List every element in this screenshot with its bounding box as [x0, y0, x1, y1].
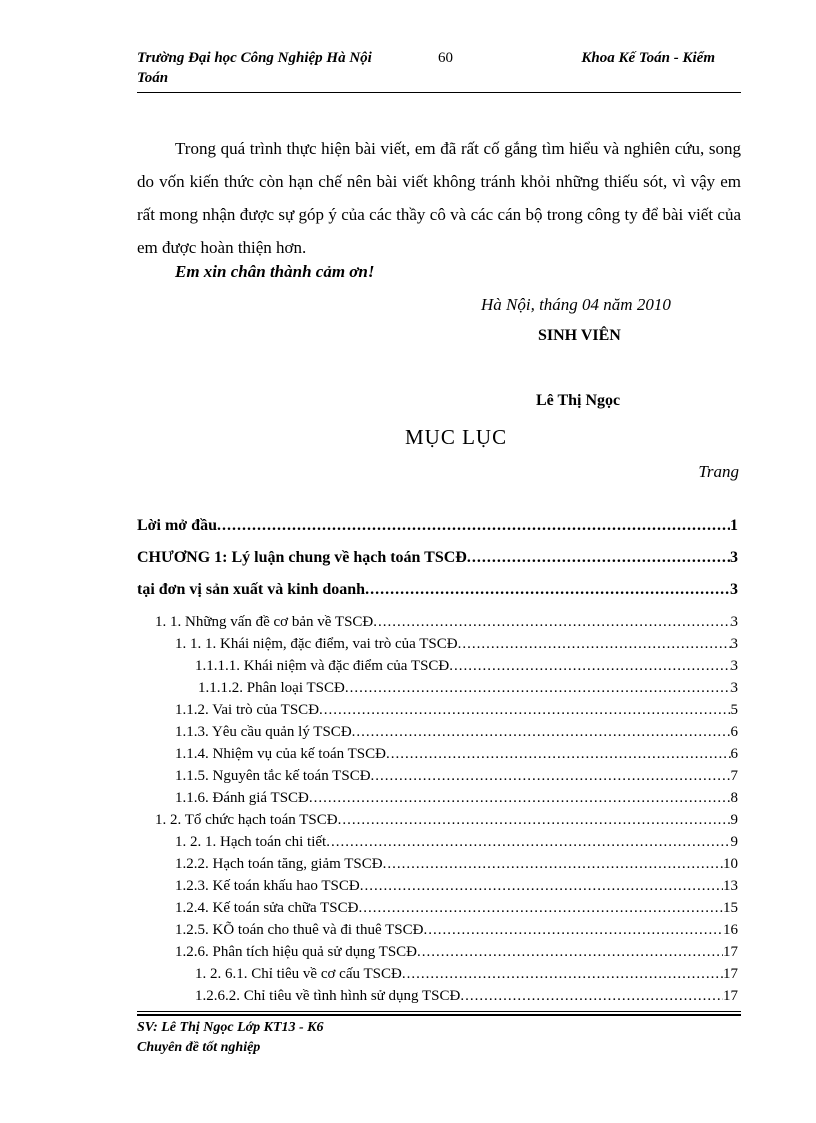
toc-entry: 1.2.6. Phân tích hiệu quả sử dụng TSCĐ ..... 17	[175, 944, 738, 961]
toc-page-heading: Trang	[698, 462, 739, 481]
toc-entry: 1. 1. Những vấn đề cơ bản về TSCĐ ..... 3	[155, 614, 738, 631]
header-school-line1: Trường Đại học Công Nghiệp Hà Nội	[137, 50, 372, 66]
header-school-line2: Toán	[137, 70, 169, 86]
toc-entry: 1.1.3. Yêu cầu quản lý TSCĐ ..... 6	[175, 724, 738, 741]
toc-entry: 1.1.1.2. Phân loại TSCĐ ..... 3	[198, 680, 738, 697]
toc-entry: 1. 2. 1. Hạch toán chi tiết ..... 9	[175, 834, 738, 851]
toc-entry: 1.2.3. Kế toán khấu hao TSCĐ ..... 13	[175, 878, 738, 895]
footer-rule-thin	[137, 1011, 741, 1012]
header-page-number: 60	[438, 50, 453, 66]
footer-student: SV: Lê Thị Ngọc Lớp KT13 - K6	[137, 1020, 324, 1035]
toc-entry: 1.2.5. KÕ toán cho thuê và đi thuê TSCĐ ..... 16	[175, 922, 738, 939]
toc-entry: 1.2.6.2. Chỉ tiêu về tình hình sử dụng TSCĐ ..... 17	[195, 988, 738, 1005]
toc-entry: CHƯƠNG 1: Lý luận chung về hạch toán TSCĐ ..... 3	[137, 549, 738, 567]
toc-entry: 1. 2. 6.1. Chỉ tiêu về cơ cấu TSCĐ ..... 17	[195, 966, 738, 983]
toc-entry: 1.1.2. Vai trò của TSCĐ ..... 5	[175, 702, 738, 719]
page-header	[137, 48, 741, 92]
toc-entry: 1.1.6. Đánh giá TSCĐ ..... 8	[175, 790, 738, 807]
toc-entry: 1.1.4. Nhiệm vụ của kế toán TSCĐ ..... 6	[175, 746, 738, 763]
footer-rule-thick	[137, 1014, 741, 1016]
toc-entry: 1.2.4. Kế toán sửa chữa TSCĐ ..... 15	[175, 900, 738, 917]
student-name: Lê Thị Ngọc	[536, 392, 621, 409]
closing-paragraph: Trong quá trình thực hiện bài viết, em đã rất cố gắng tìm hiểu và nghiên cứu, song do vốn kiến thức còn hạn chế nên bài viết không tránh khỏi những thiếu sót, vì vậy em rất mong nhận được sự góp ý của các thầy cô và các cán bộ trong công ty để bài viết của em được hoàn thiện hơn.	[137, 139, 741, 257]
toc-entry: 1. 1. 1. Khái niệm, đặc điểm, vai trò của TSCĐ ..... 3	[175, 636, 738, 653]
student-role: SINH VIÊN	[538, 327, 621, 344]
toc-entry: 1.1.5. Nguyên tắc kế toán TSCĐ ..... 7	[175, 768, 738, 785]
toc-entry: Lời mở đầu ..... 1	[137, 517, 738, 535]
date-line: Hà Nội, tháng 04 năm 2010	[481, 295, 671, 314]
toc-entry: 1.2.2. Hạch toán tăng, giảm TSCĐ ..... 10	[175, 856, 738, 873]
header-school	[137, 48, 437, 88]
thanks-line: Em xin chân thành cảm ơn!	[175, 262, 375, 281]
toc-entry: 1.1.1.1. Khái niệm và đặc điểm của TSCĐ ..... 3	[195, 658, 738, 675]
header-rule	[137, 92, 741, 93]
toc-entry: 1. 2. Tổ chức hạch toán TSCĐ ..... 9	[155, 812, 738, 829]
page-footer	[137, 1018, 324, 1058]
toc-title: MỤC LỤC	[405, 425, 508, 449]
footer-subject: Chuyên đề tốt nghiệp	[137, 1040, 261, 1055]
header-faculty: Khoa Kế Toán - Kiểm	[581, 50, 715, 66]
toc-entry: tại đơn vị sản xuất và kinh doanh ..... 3	[137, 581, 738, 599]
